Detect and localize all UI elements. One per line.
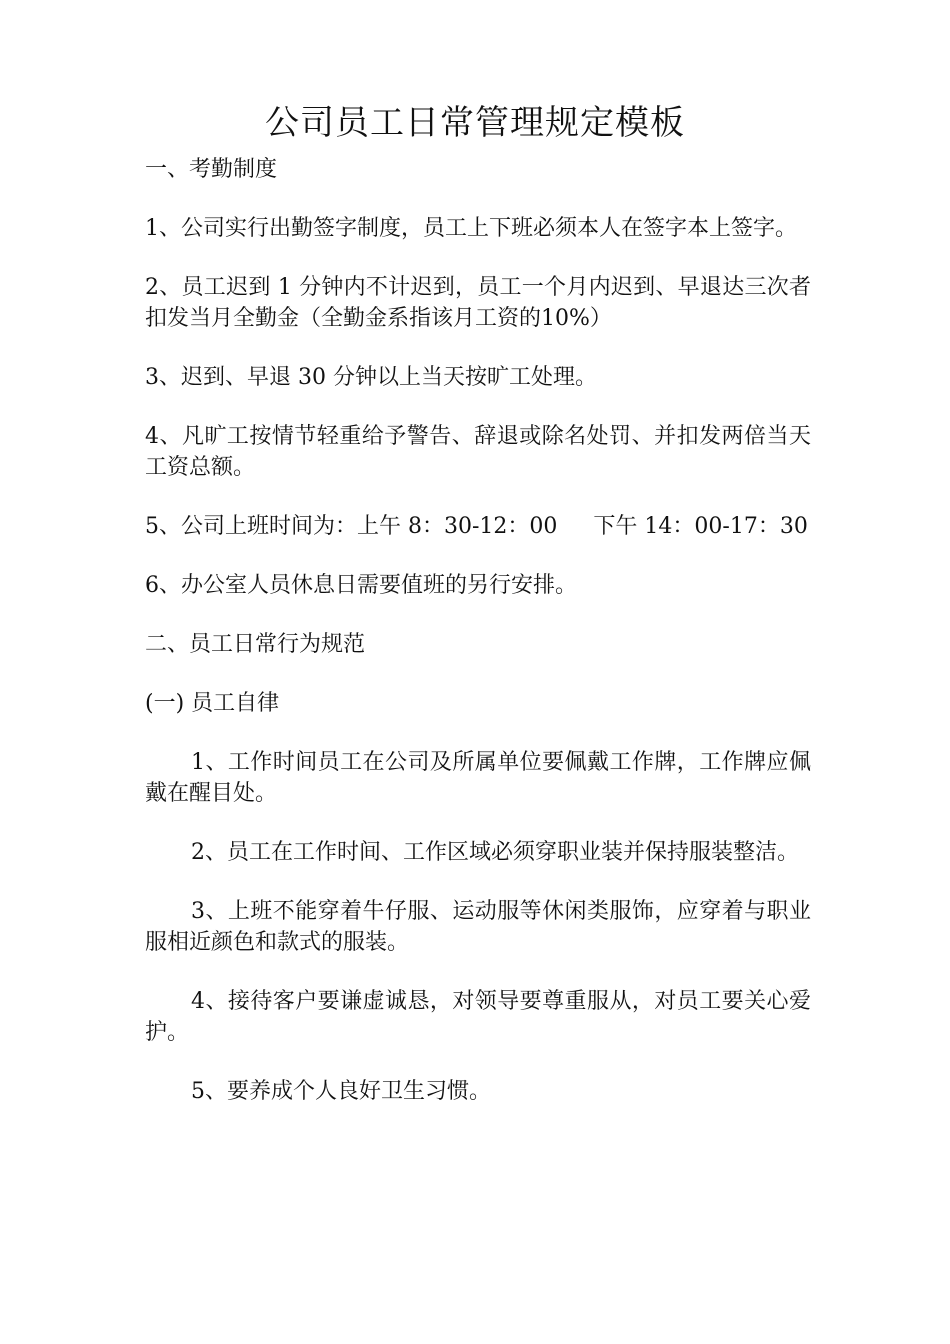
attendance-item-3: 3、迟到、早退 30 分钟以上当天按旷工处理。 — [145, 365, 597, 390]
work-hours-afternoon: 下午 14：00-17：30 — [593, 514, 808, 539]
attendance-item-5 — [145, 511, 811, 542]
document-body — [145, 154, 811, 1135]
conduct-item-5: 5、要养成个人良好卫生习惯。 — [191, 1079, 491, 1104]
attendance-item-4: 4、凡旷工按情节轻重给予警告、辞退或除名处罚、并扣发两倍当天工资总额。 — [145, 424, 811, 480]
work-hours-morning: 5、公司上班时间为：上午 8：30-12：00 — [145, 514, 558, 539]
conduct-item-2: 2、员工在工作时间、工作区域必须穿职业装并保持服装整洁。 — [191, 840, 799, 865]
section-heading-conduct: 二、员工日常行为规范 — [145, 632, 366, 657]
attendance-item-6: 6、办公室人员休息日需要值班的另行安排。 — [145, 573, 577, 598]
conduct-item-1: 1、工作时间员工在公司及所属单位要佩戴工作牌，工作牌应佩戴在醒目处。 — [145, 750, 811, 806]
document-title: 公司员工日常管理规定模板 — [265, 103, 685, 143]
subsection-heading-self-discipline: (一) 员工自律 — [145, 691, 280, 716]
attendance-item-2: 2、员工迟到 1 分钟内不计迟到，员工一个月内迟到、早退达三次者扣发当月全勤金（全勤金系指该月工资的10%） — [145, 275, 811, 331]
conduct-item-4: 4、接待客户要谦虚诚恳，对领导要尊重服从，对员工要关心爱护。 — [145, 989, 811, 1045]
conduct-item-3: 3、上班不能穿着牛仔服、运动服等休闲类服饰，应穿着与职业服相近颜色和款式的服装。 — [145, 899, 811, 955]
section-heading-attendance: 一、考勤制度 — [145, 157, 278, 182]
attendance-item-1: 1、公司实行出勤签字制度，员工上下班必须本人在签字本上签字。 — [145, 216, 797, 241]
